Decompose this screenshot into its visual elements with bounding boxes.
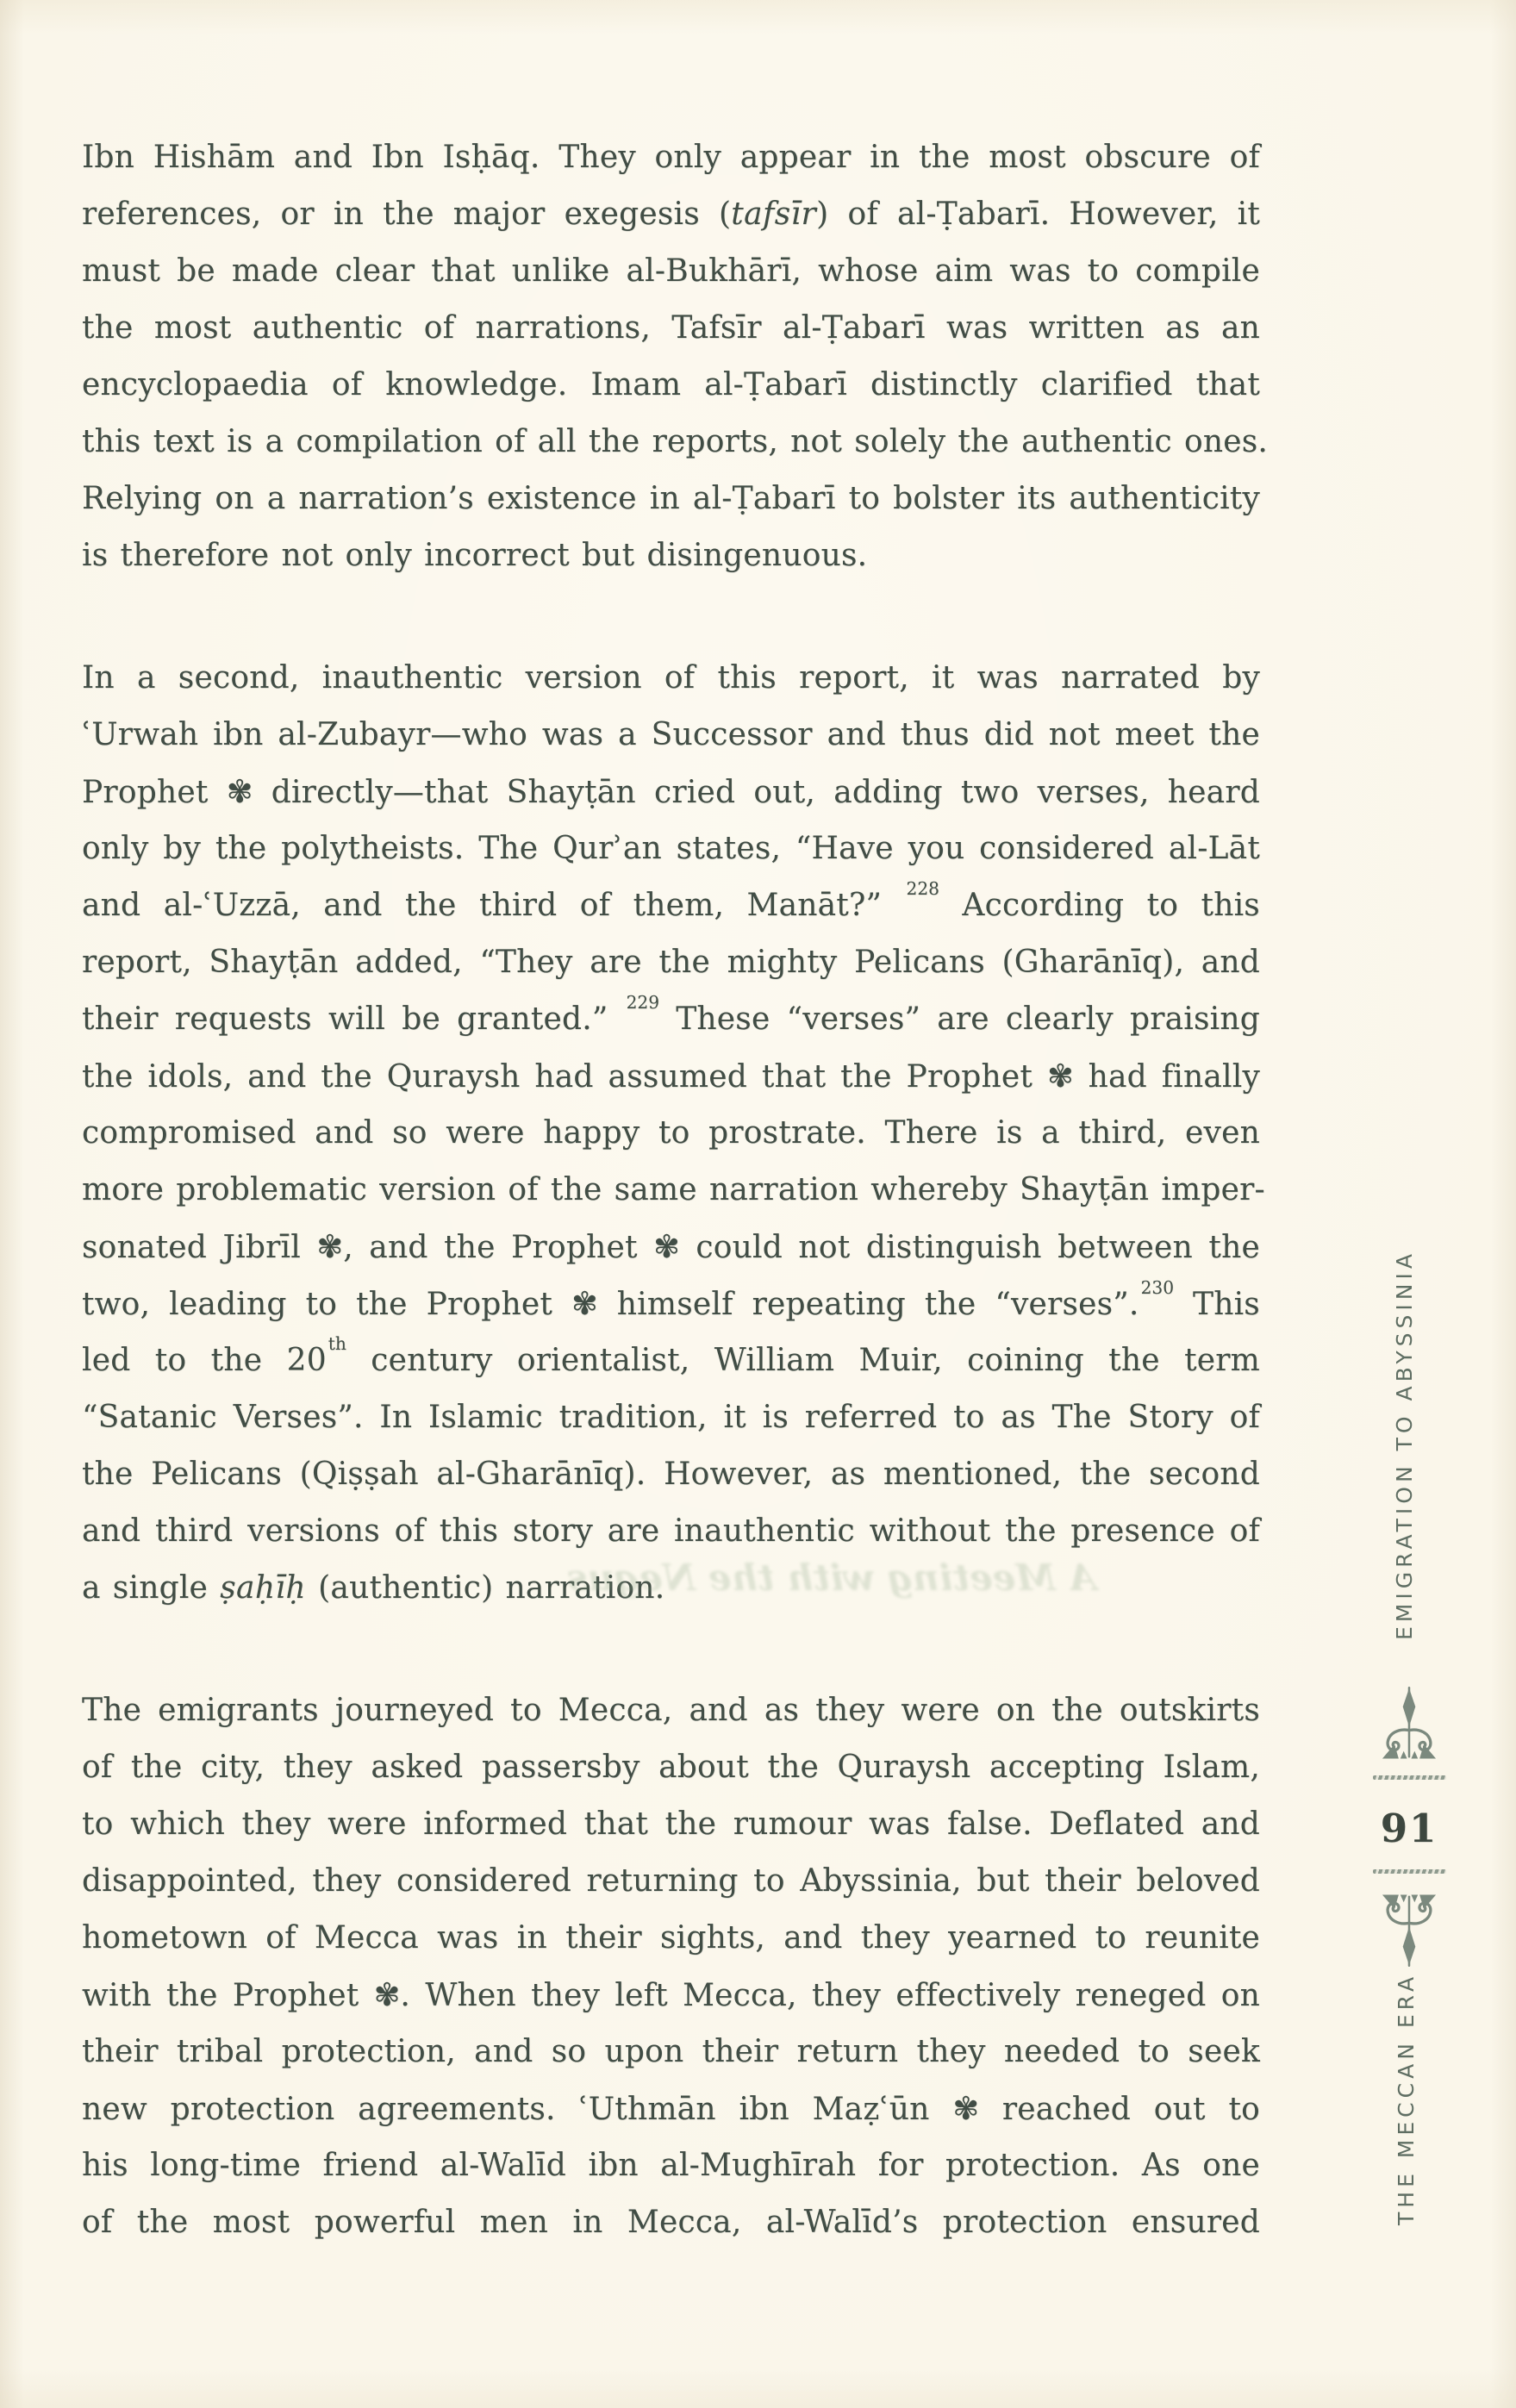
text-line: compromised and so were happy to prostrate. There is a third, even: [82, 1115, 1260, 1151]
text-line: references, or in the major exegesis (tafsīr) of al-Ṭabarī. However, it: [82, 197, 1260, 232]
paragraph: [82, 1682, 1260, 2251]
text-line: disappointed, they considered returning to Abyssinia, but their beloved: [82, 1863, 1260, 1899]
text-line: “Satanic Verses”. In Islamic tradition, it is referred to as The Story of: [82, 1400, 1260, 1435]
text-line: led to the 20th century orientalist, William Muir, coining the term: [82, 1332, 1260, 1378]
show-through-text: A Meeting with the Negus: [567, 1556, 1096, 1599]
text-line: Relying on a narration’s existence in al-Ṭabarī to bolster its authenticity: [82, 481, 1260, 516]
margin-section-label: EMIGRATION TO ABYSSINIA: [1392, 1250, 1417, 1640]
text-line: this text is a compilation of all the reports, not solely the authentic ones.: [82, 424, 1269, 459]
text-line: The emigrants journeyed to Mecca, and as they were on the outskirts: [82, 1693, 1260, 1728]
text-line: ʿUrwah ibn al-Zubayr—who was a Successor and thus did not meet the: [82, 717, 1260, 752]
ornament-rule: [1373, 1869, 1446, 1874]
text-line: the Pelicans (Qiṣṣah al-Gharānīq). However, as mentioned, the second: [82, 1457, 1260, 1492]
text-line: a single ṣaḥīḥ (authentic) narration.: [82, 1570, 665, 1606]
fleuron-up-icon: [1376, 1685, 1443, 1772]
text-line: must be made clear that unlike al-Bukhārī, whose aim was to compile: [82, 253, 1260, 289]
text-line: only by the polytheists. The Qurʾan states, “Have you considered al-Lāt: [82, 831, 1260, 866]
text-line: the most authentic of narrations, Tafsīr al-Ṭabarī was written as an: [82, 310, 1260, 346]
text-line: hometown of Mecca was in their sights, and they yearned to reunite: [82, 1920, 1260, 1956]
text-line: Ibn Hishām and Ibn Isḥāq. They only appear in the most obscure of: [82, 140, 1260, 175]
text-line: and al-ʿUzzā, and the third of them, Manāt?” $^{228}$ According to this: [82, 877, 1260, 923]
text-line: more problematic version of the same narration whereby Shayṭān imper-: [82, 1172, 1265, 1207]
paragraph: [82, 129, 1269, 584]
text-line: and third versions of this story are inauthentic without the presence of: [82, 1513, 1260, 1549]
text-line: is therefore not only incorrect but disingenuous.: [82, 538, 868, 573]
text-line: encyclopaedia of knowledge. Imam al-Ṭabarī distinctly clarified that: [82, 367, 1260, 402]
text-line: two, leading to the Prophet ✾ himself repeating the “verses”.$^{230}$ This: [82, 1276, 1260, 1322]
fleuron-down-icon: [1376, 1881, 1443, 1968]
text-line: to which they were informed that the rumour was false. Deflated and: [82, 1806, 1260, 1842]
text-line: of the most powerful men in Mecca, al-Walīd’s protection ensured: [82, 2205, 1260, 2240]
page-number: 91: [1380, 1806, 1438, 1851]
text-line: his long-time friend al-Walīd ibn al-Mughīrah for protection. As one: [82, 2148, 1260, 2183]
margin-chapter-label: THE MECCAN ERA: [1394, 1972, 1419, 2225]
text-line: report, Shayṭān added, “They are the mighty Pelicans (Gharānīq), and: [82, 945, 1260, 980]
body-text: [82, 129, 1269, 2251]
ornament-rule: [1373, 1775, 1446, 1780]
paragraph: [82, 650, 1265, 1617]
text-line: of the city, they asked passersby about the Quraysh accepting Islam,: [82, 1750, 1260, 1785]
text-line: with the Prophet ✾. When they left Mecca, they effectively reneged on: [82, 1976, 1260, 2013]
text-line: In a second, inauthentic version of this report, it was narrated by: [82, 660, 1260, 696]
text-line: their requests will be granted.” $^{229}$ These “verses” are clearly praising: [82, 991, 1261, 1037]
text-line: the idols, and the Quraysh had assumed that the Prophet ✾ had finally: [82, 1057, 1260, 1095]
text-line: sonated Jibrīl ✾, and the Prophet ✾ could not distinguish between the: [82, 1228, 1260, 1265]
text-line: their tribal protection, and so upon their return they needed to seek: [82, 2034, 1260, 2069]
text-line: Prophet ✾ directly—that Shayṭān cried out, adding two verses, heard: [82, 773, 1261, 810]
text-line: new protection agreements. ʿUthmān ibn Maẓʿūn ✾ reached out to: [82, 2090, 1260, 2127]
